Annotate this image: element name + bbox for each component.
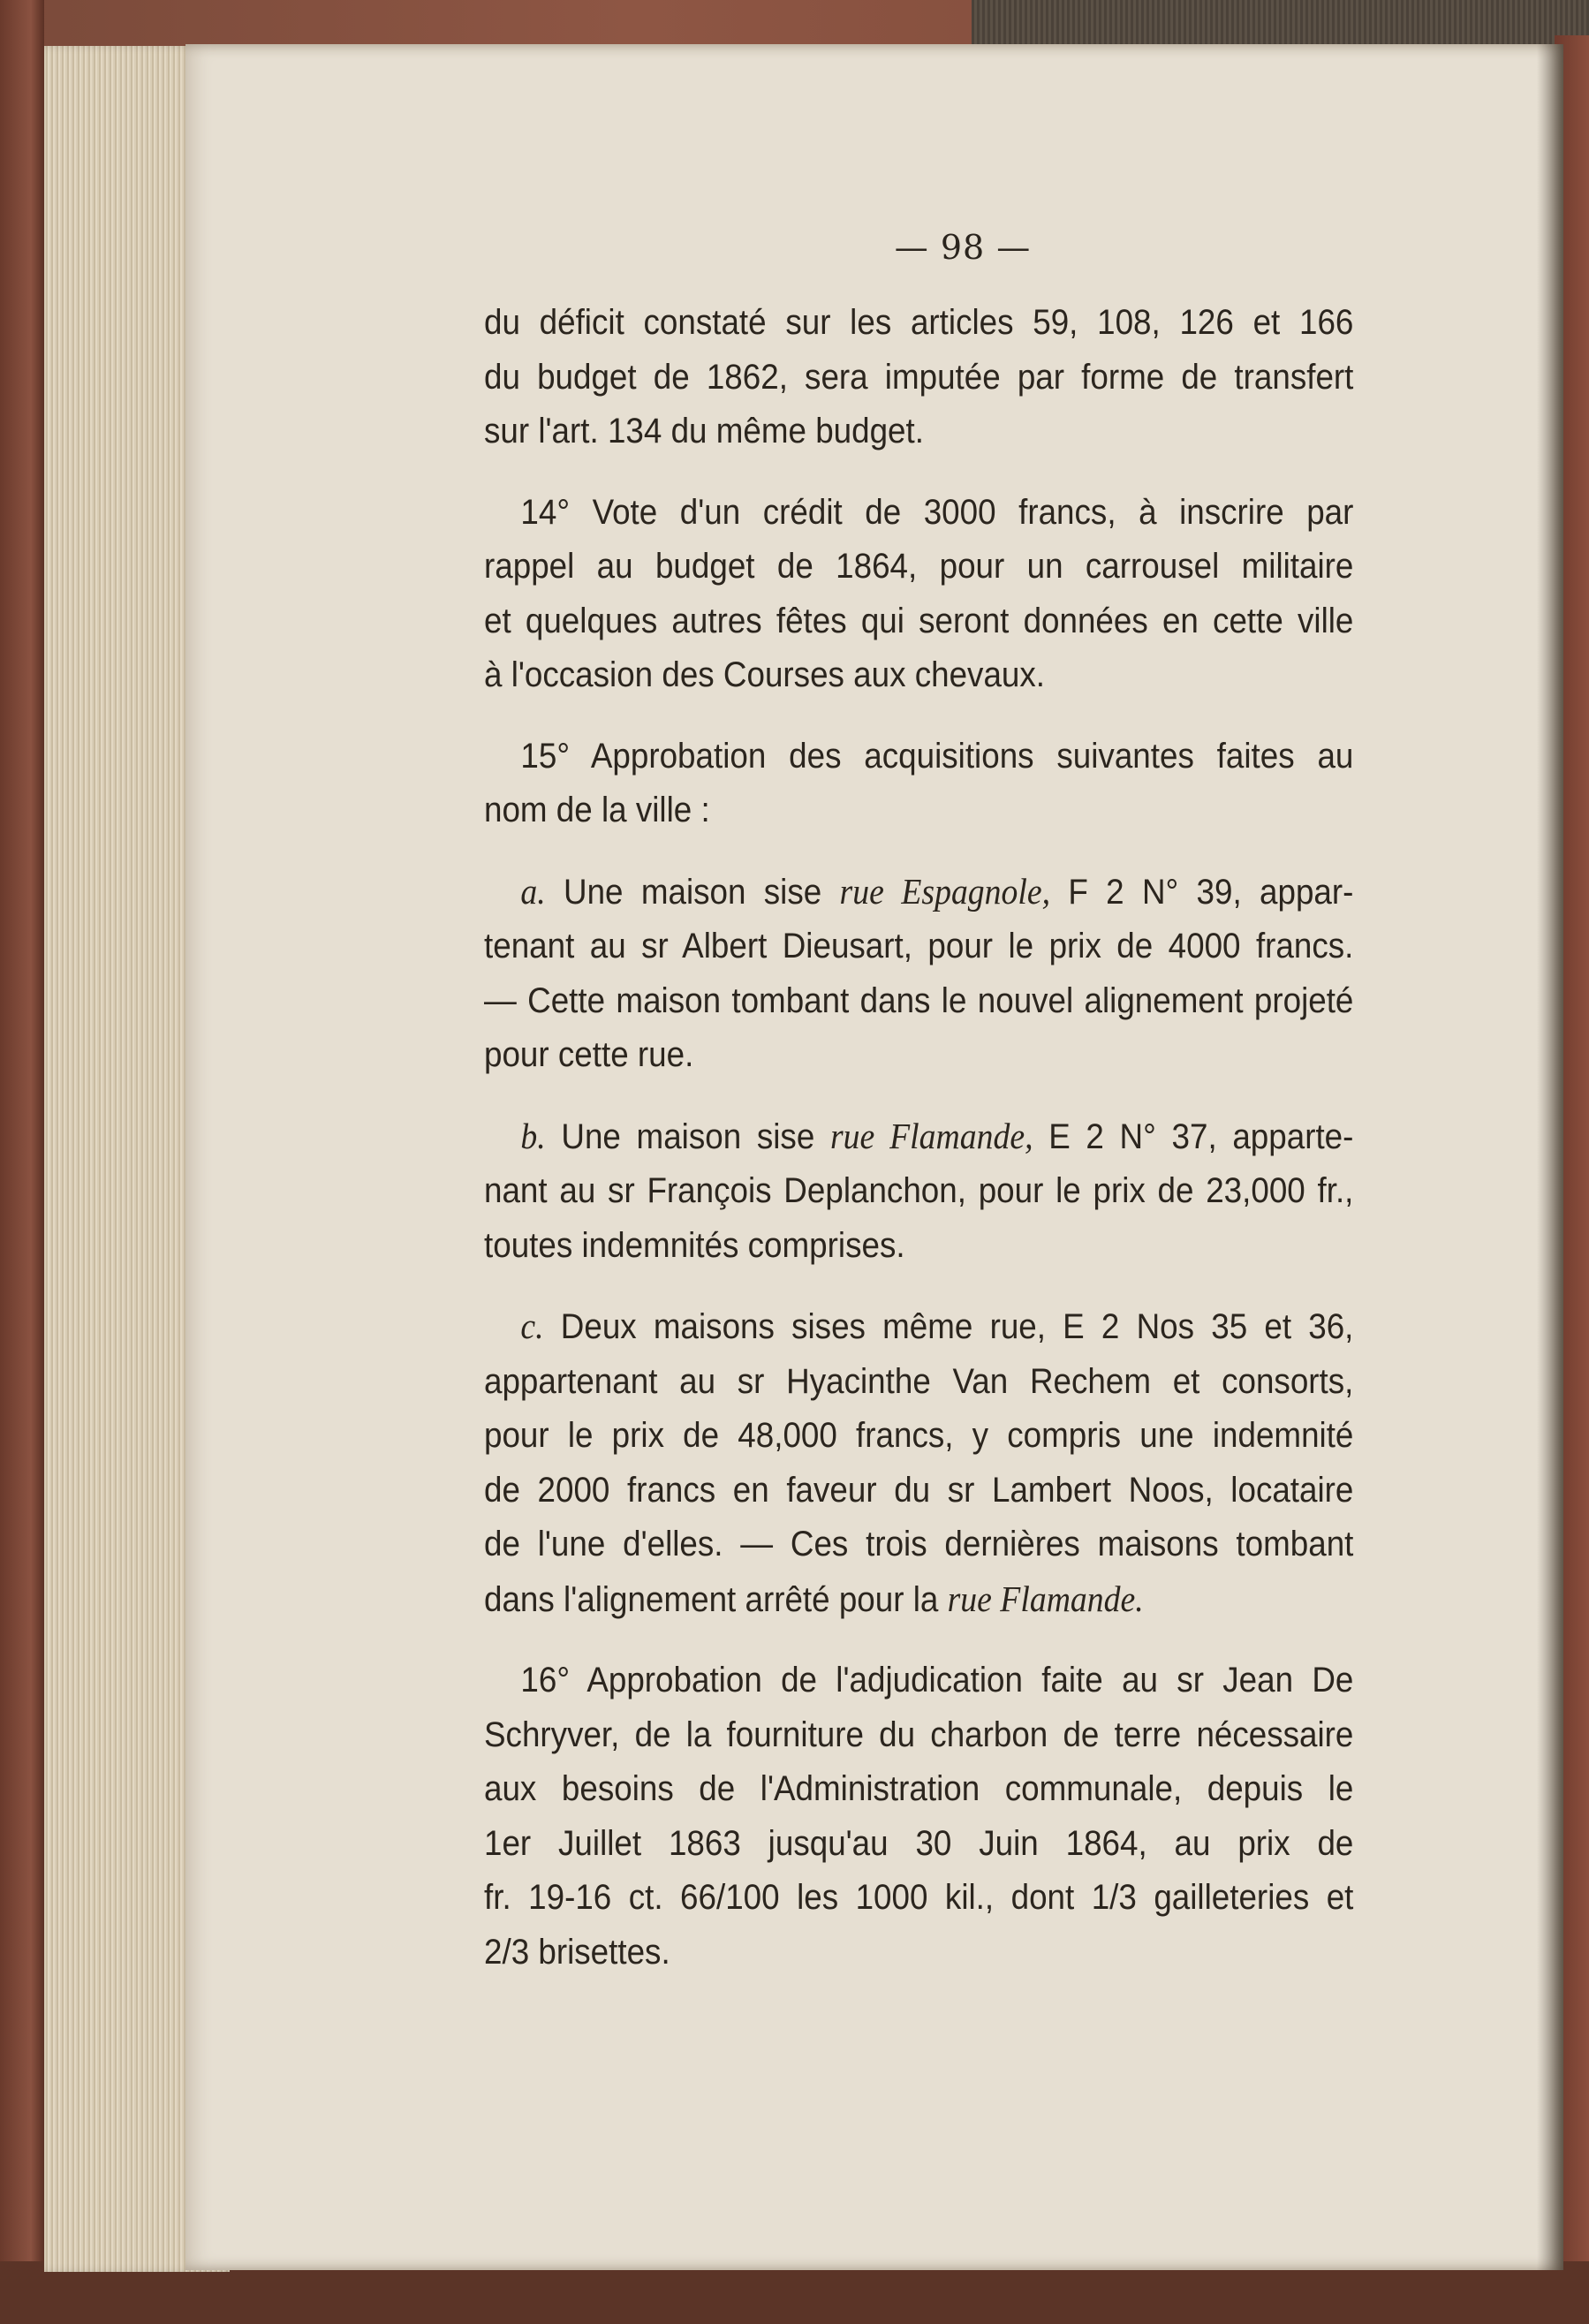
paragraph-item-b — [484, 1109, 1353, 1274]
text-line — [484, 1109, 1353, 1165]
text-line: 2/3 brisettes. — [484, 1932, 670, 1972]
text-line: appartenant au sr Hyacinthe Van Rechem et consorts, — [484, 1361, 1354, 1401]
text-run: Deux maisons sises même rue, E 2 Nos 35 et 36, — [560, 1307, 1354, 1346]
paragraph-item-c — [484, 1299, 1353, 1627]
item-label: c. — [520, 1306, 544, 1346]
text-line: 16° Approbation de l'adjudication faite au sr Jean De — [520, 1661, 1354, 1699]
text-line: de 2000 francs en faveur du sr Lambert Noos, locataire — [484, 1470, 1354, 1510]
text-line: tenant au sr Albert Dieusart, pour le prix de 4000 francs. — [484, 927, 1354, 965]
text-line: sur l'art. 134 du même budget. — [484, 412, 924, 450]
street-name: rue Flamande, — [829, 1115, 1033, 1156]
text-line: Schryver, de la fourniture du charbon de terre nécessaire — [484, 1715, 1354, 1754]
text-run: E 2 N° 37, apparte- — [1048, 1117, 1354, 1156]
paragraph-item-16 — [484, 1654, 1353, 1980]
text-line: 14° Vote d'un crédit de 3000 francs, à inscrire par — [520, 492, 1354, 532]
text-line: 1er Juillet 1863 jusqu'au 30 Juin 1864, au prix de — [484, 1823, 1354, 1863]
text-line: — Cette maison tombant dans le nouvel alignement projeté — [484, 980, 1354, 1020]
text-line — [484, 865, 1353, 920]
text-line — [484, 1572, 1353, 1628]
text-line: pour le prix de 48,000 francs, y compris une indemnité — [484, 1416, 1354, 1455]
item-label: b. — [520, 1115, 546, 1156]
page-number: — 98 — — [894, 228, 1032, 267]
text-line: nant au sr François Deplanchon, pour le prix de 23,000 fr., — [484, 1171, 1354, 1210]
text-run: F 2 N° 39, appar- — [1068, 872, 1354, 912]
paragraph-item-15 — [484, 730, 1353, 838]
text-line: de l'une d'elles. — Ces trois dernières maisons tombant — [484, 1525, 1354, 1563]
text-line: rappel au budget de 1864, pour un carrousel militaire — [484, 547, 1354, 586]
text-line: aux besoins de l'Administration communale, depuis le — [484, 1769, 1354, 1808]
gutter-shadow — [1537, 44, 1563, 2270]
paragraph-continuation — [484, 296, 1353, 459]
text-run: dans l'alignement arrêté pour la — [484, 1579, 939, 1619]
text-line: 15° Approbation des acquisitions suivantes faites au — [520, 736, 1354, 776]
text-line: fr. 19-16 ct. 66/100 les 1000 kil., dont 1/3 gailleteries et — [484, 1878, 1354, 1917]
paragraph-item-a — [484, 865, 1353, 1083]
paragraph-item-14 — [484, 486, 1353, 703]
text-line: et quelques autres fêtes qui seront données en cette ville — [484, 601, 1354, 640]
page-body — [484, 296, 1353, 2006]
text-line: nom de la ville : — [484, 791, 710, 829]
text-line: à l'occasion des Courses aux chevaux. — [484, 655, 1046, 694]
text-line — [484, 1299, 1353, 1355]
cover-bottom-edge — [0, 2261, 1589, 2324]
cover-left-edge — [0, 0, 44, 2324]
text-run: Une maison sise — [564, 872, 822, 912]
text-run: Une maison sise — [561, 1117, 815, 1156]
street-name: rue Espagnole, — [839, 870, 1051, 912]
text-line: du budget de 1862, sera imputée par forme de transfert — [484, 357, 1354, 397]
item-label: a. — [520, 870, 546, 912]
text-line: pour cette rue. — [484, 1035, 694, 1074]
text-line: du déficit constaté sur les articles 59, 108, 126 et 166 — [484, 303, 1354, 342]
text-line: toutes indemnités comprises. — [484, 1225, 905, 1265]
street-name: rue Flamande. — [947, 1578, 1144, 1619]
